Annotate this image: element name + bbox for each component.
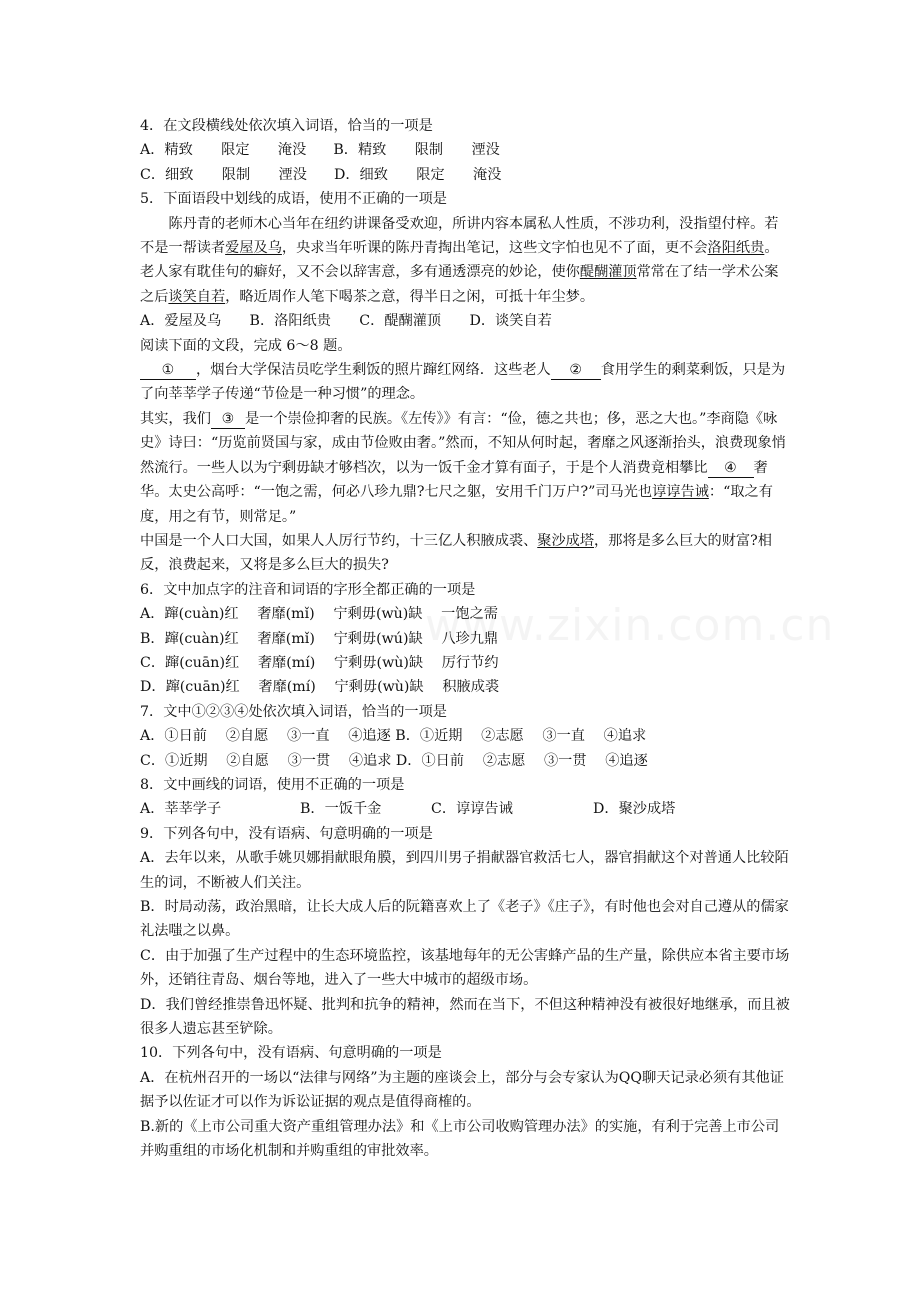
blank-3: ③ [211,410,245,429]
blank-4: ④ [708,459,754,478]
q6-stem: 6．文中加点字的注音和词语的字形全都正确的一项是 [140,581,476,598]
q8-option-c: C．谆谆告诫 [431,801,513,818]
q4-options-row-2 [140,163,790,187]
q4-option-c: C．细致 限制 湮没 [140,166,307,183]
passage-paragraph-2 [140,407,790,529]
q10-option-a: A．在杭州召开的一场以“法律与网络”为主题的座谈会上，部分与会专家认为QQ聊天记录必须有其他证据予以佐证才可以作为诉讼证据的观点是值得商榷的。 [140,1069,784,1111]
q10-stem: 10．下列各句中，没有语病、句意明确的一项是 [140,1045,442,1062]
q5-text-4: 常常在了结一学术公案之后 [140,264,779,305]
q8-options [140,797,790,821]
passage-text-1: ，烟台大学保洁员吃学生剩饭的照片蹿红网络．这些老人 [196,362,551,379]
q5-idiom-2: 洛阳纸贵 [707,240,765,257]
q5-text-5: ，略近周作人笔下喝茶之意，得半日之闲，可抵十年尘梦。 [225,288,595,305]
blank-2: ② [551,361,601,380]
q8-option-a: A．莘莘学子 [140,801,222,818]
passage-intro: 阅读下面的文段，完成 6～8 题。 [140,337,352,354]
q9-option-c: C．由于加强了生产过程中的生态环境监控，该基地每年的无公害蜂产品的生产量，除供应本省主要市场外，还销往青岛、烟台等地，进入了一些大中城市的超级市场。 [140,947,790,989]
q7-stem: 7．文中①②③④处依次填入词语，恰当的一项是 [140,703,447,720]
watermark: www.zixin.com.cn [425,600,835,651]
q4-option-d: D．细致 限定 淹没 [333,166,502,183]
blank-1: ① [140,361,196,380]
q5-text-2: ，央求当年听课的陈丹青掏出笔记，这些文字怕也见不了面，更不会 [281,240,708,257]
q8-option-b: B．一饭千金 [300,801,382,818]
q5-options: A．爱屋及乌 B．洛阳纸贵 C．醍醐灌顶 D．谈笑自若 [140,313,552,330]
q8-option-d: D．聚沙成塔 [593,801,676,818]
exam-page [140,114,790,1163]
passage-paragraph-1 [140,358,790,407]
passage-text-5: 奢华。太史公高呼：“一饱之需，何必八珍九鼎?七尺之躯，安用千门万户?”司马光也 [140,459,768,501]
passage-text-7: 中国是一个人口大国，如果人人厉行节约，十三亿人积腋成裘、 [140,532,538,549]
q5-stem: 5．下面语段中划线的成语，使用不正确的一项是 [140,191,447,208]
q5-text-3: 。老人家有耽佳句的癖好，又不会以辞害意，多有通透漂亮的妙论，使你 [140,240,779,281]
q9-option-d: D．我们曾经推崇鲁迅怀疑、批判和抗争的精神，然而在当下，不但这种精神没有被很好地继承，而且被很多人遗忘甚至铲除。 [140,996,790,1038]
q5-passage [140,212,790,310]
passage-paragraph-3 [140,529,790,578]
q4-stem: 4．在文段横线处依次填入词语，恰当的一项是 [140,118,433,134]
q9-option-a: A．去年以来，从歌手姚贝娜捐献眼角膜，到四川男子捐献器官救活七人，器官捐献这个对普通人比较陌生的词，不断被人们关注。 [140,850,789,891]
q4-options-row-1 [140,138,790,162]
q10-option-b: B.新的《上市公司重大资产重组管理办法》和《上市公司收购管理办法》的实施，有利于完善上市公司并购重组的市场化机制和并购重组的审批效率。 [140,1118,780,1160]
q5-idiom-3: 醍醐灌顶 [579,264,637,281]
q6-option-b: B．蹿(cuàn)红 奢靡(mǐ) 宁剩毋(wú)缺 八珍九鼎 [140,630,499,647]
passage-underlined-1: 谆谆告诫 [652,484,709,501]
q7-options-row-1: A．①日前 ②自愿 ③一直 ④追逐 B．①近期 ②志愿 ③一直 ④追求 [140,728,647,745]
passage-text-3: 其实，我们 [140,410,211,427]
q4-option-a: A．精致 限定 淹没 [140,142,307,159]
passage-text-8: ，那将是多么巨大的财富?相反，浪费起来，又将是多么巨大的损失? [140,532,772,574]
q5-text-1: 陈丹青的老师木心当年在纽约讲课备受欢迎，所讲内容本属私人性质，不涉功利，没指望付梓。若不是一帮读者 [140,215,779,257]
q7-options-row-2: C．①近期 ②自愿 ③一贯 ④追求 D．①日前 ②志愿 ③一贯 ④追逐 [140,752,648,769]
q6-option-a: A．蹿(cuàn)红 奢靡(mǐ) 宁剩毋(wù)缺 一饱之需 [140,606,498,623]
q6-option-d: D．蹿(cuān)红 奢靡(mí) 宁剩毋(wù)缺 积腋成裘 [140,679,500,696]
q4-option-b: B．精致 限制 湮没 [333,142,500,159]
passage-text-2: 食用学生的剩菜剩饭，只是为了向莘莘学子传递“节俭是一种习惯”的理念。 [140,362,786,403]
q6-option-c: C．蹿(cuān)红 奢靡(mí) 宁剩毋(wù)缺 厉行节约 [140,654,499,671]
q9-stem: 9．下列各句中，没有语病、句意明确的一项是 [140,825,433,842]
passage-underlined-2: 聚沙成塔 [537,532,595,549]
q5-idiom-1: 爱屋及乌 [225,240,282,257]
q8-stem: 8．文中画线的词语，使用不正确的一项是 [140,776,405,793]
q5-idiom-4: 谈笑自若 [168,288,226,305]
passage-text-4: 是一个崇俭抑奢的民族。《左传》》有言：“俭，德之共也；侈，恶之大也。”李商隐《咏史》诗曰：“历览前贤国与家，成由节俭败由奢。”然而，不知从何时起，奢靡之风逐渐抬头，浪费现象悄然流行。一些人以为宁剩毋缺才够档次，以为一饭千金才算有面子，于是个人消费竟相攀比 [140,410,786,476]
passage-text-6: ：“取之有度，用之有节，则常足。” [140,484,773,525]
q9-option-b: B．时局动荡，政治黑暗，让长大成人后的阮籍喜欢上了《老子》《庄子》，有时他也会对自己遵从的儒家礼法嗤之以鼻。 [140,899,789,940]
